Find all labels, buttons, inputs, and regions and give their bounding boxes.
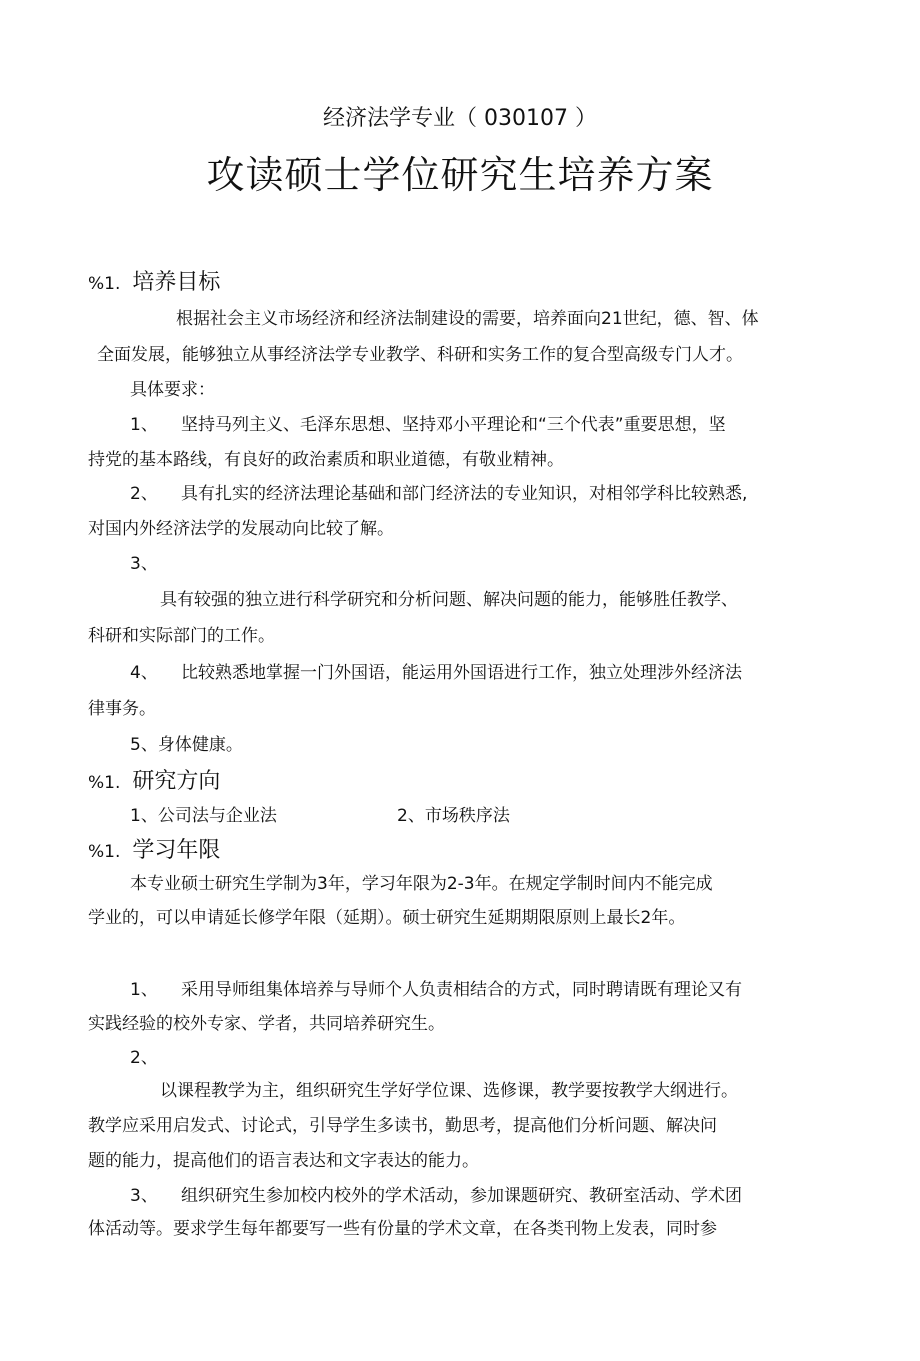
requirement-3-line2: 科研和实际部门的工作。 bbox=[88, 626, 275, 646]
requirement-1-line2: 持党的基本路线，有良好的政治素质和职业道德，有敬业精神。 bbox=[88, 450, 564, 470]
duration-line2: 学业的，可以申请延长修学年限（延期）。硕士研究生延期期限原则上最长2年。 bbox=[88, 908, 686, 928]
requirement-3-line1: 具有较强的独立进行科学研究和分析问题、解决问题的能力，能够胜任教学、 bbox=[160, 590, 738, 610]
section-heading-objectives bbox=[88, 272, 220, 294]
requirement-5: 5、身体健康。 bbox=[130, 735, 243, 755]
requirement-2-number: 2、 bbox=[130, 484, 158, 504]
training-2-line2: 教学应采用启发式、讨论式，引导学生多读书，勤思考，提高他们分析问题、解决问 bbox=[88, 1116, 717, 1136]
training-3-line2: 体活动等。要求学生每年都要写一些有份量的学术文章，在各类刊物上发表，同时参 bbox=[88, 1219, 717, 1239]
section-heading-directions bbox=[88, 771, 220, 793]
training-1-line1: 采用导师组集体培养与导师个人负责相结合的方式，同时聘请既有理论又有 bbox=[181, 980, 742, 1000]
requirement-3-number: 3、 bbox=[130, 554, 158, 574]
requirement-4-number: 4、 bbox=[130, 663, 158, 683]
direction-1: 1、公司法与企业法 bbox=[130, 806, 277, 826]
training-2-number: 2、 bbox=[130, 1048, 158, 1068]
training-1-line2: 实践经验的校外专家、学者，共同培养研究生。 bbox=[88, 1014, 445, 1034]
objectives-intro-line2: 全面发展，能够独立从事经济法学专业教学、科研和实务工作的复合型高级专门人才。 bbox=[97, 345, 743, 365]
requirement-4-line2: 律事务。 bbox=[88, 699, 156, 719]
requirements-label: 具体要求： bbox=[130, 380, 215, 400]
section-title: 学习年限 bbox=[132, 838, 221, 863]
document-subtitle: 经济法学专业（ 030107 ） bbox=[323, 106, 597, 131]
requirement-2-line2: 对国内外经济法学的发展动向比较了解。 bbox=[88, 519, 394, 539]
training-2-line3: 题的能力，提高他们的语言表达和文字表达的能力。 bbox=[88, 1151, 479, 1171]
section-title: 培养目标 bbox=[132, 270, 221, 295]
training-2-line1: 以课程教学为主，组织研究生学好学位课、选修课，教学要按教学大纲进行。 bbox=[160, 1081, 738, 1101]
section-number: %1. bbox=[88, 773, 121, 793]
section-number: %1. bbox=[88, 842, 121, 862]
section-heading-duration bbox=[88, 840, 220, 862]
requirement-2-line1: 具有扎实的经济法理论基础和部门经济法的专业知识，对相邻学科比较熟悉, bbox=[181, 484, 748, 504]
document-title: 攻读硕士学位研究生培养方案 bbox=[206, 153, 714, 197]
direction-2: 2、市场秩序法 bbox=[397, 806, 510, 826]
requirement-1-number: 1、 bbox=[130, 415, 158, 435]
section-title: 研究方向 bbox=[132, 769, 221, 794]
requirement-1-line1: 坚持马列主义、毛泽东思想、坚持邓小平理论和“三个代表”重要思想，坚 bbox=[181, 415, 726, 435]
duration-line1: 本专业硕士研究生学制为3年，学习年限为2-3年。在规定学制时间内不能完成 bbox=[130, 874, 713, 894]
training-3-number: 3、 bbox=[130, 1186, 158, 1206]
training-3-line1: 组织研究生参加校内校外的学术活动，参加课题研究、教研室活动、学术团 bbox=[181, 1186, 742, 1206]
training-1-number: 1、 bbox=[130, 980, 158, 1000]
requirement-4-line1: 比较熟悉地掌握一门外国语，能运用外国语进行工作，独立处理涉外经济法 bbox=[181, 663, 742, 683]
section-number: %1. bbox=[88, 274, 121, 294]
objectives-intro-line1: 根据社会主义市场经济和经济法制建设的需要，培养面向21世纪，德、智、体 bbox=[176, 309, 759, 329]
